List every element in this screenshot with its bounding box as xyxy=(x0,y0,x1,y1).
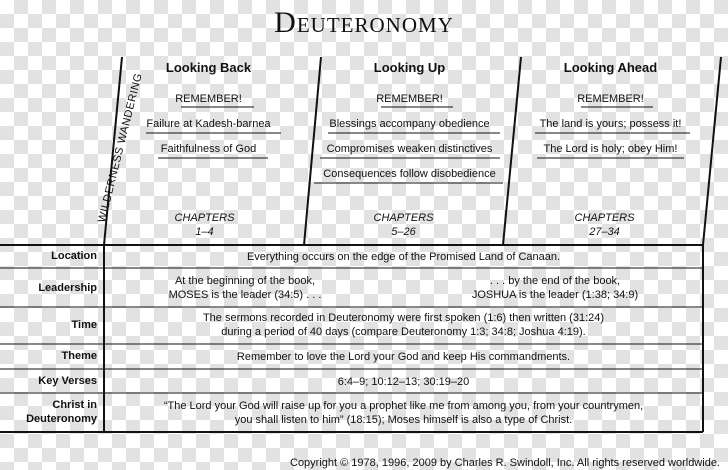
christ-line-1: “The Lord your God will raise up for you a prophet like me from among you, from your countrymen, xyxy=(163,400,644,412)
row-label-christ-line-2: Deuteronomy xyxy=(26,413,97,425)
row-label-leadership: Leadership xyxy=(38,282,97,294)
time-line-2: during a period of 40 days (compare Deuteronomy 1:3; 34:8; Joshua 4:19). xyxy=(221,326,586,338)
row-label-theme: Theme xyxy=(61,350,97,362)
theme-text: Remember to love the Lord your God and keep His commandments. xyxy=(236,351,571,363)
time-line-1: The sermons recorded in Deuteronomy were first spoken (1:6) then written (31:24) xyxy=(202,312,605,324)
column-3-chapters-label: CHAPTERS xyxy=(574,212,635,224)
column-1-item-3: Faithfulness of God xyxy=(160,143,257,155)
location-text: Everything occurs on the edge of the Promised Land of Canaan. xyxy=(246,251,561,263)
column-2-item-2: Blessings accompany obedience xyxy=(329,118,490,130)
column-heading-looking-up: Looking Up xyxy=(373,60,446,75)
column-2-item-3: Compromises weaken distinctives xyxy=(326,143,493,155)
copyright-notice: Copyright © 1978, 1996, 2009 by Charles R. Swindoll, Inc. All rights reserved worldwide. xyxy=(290,457,720,469)
column-1-chapters-range: 1–4 xyxy=(195,226,214,238)
column-1-item-2: Failure at Kadesh-barnea xyxy=(146,118,271,130)
column-heading-looking-ahead: Looking Ahead xyxy=(563,60,658,75)
column-3-chapters-range: 27–34 xyxy=(589,226,620,238)
leadership-right-line-2: JOSHUA is the leader (1:38; 34:9) xyxy=(471,289,639,301)
column-3-item-1: REMEMBER! xyxy=(577,93,644,105)
column-2-chapters-range: 5–26 xyxy=(391,226,416,238)
row-label-time: Time xyxy=(71,319,97,331)
row-label-christ-line-1: Christ in xyxy=(52,399,97,411)
christ-line-2: you shall listen to him” (18:15); Moses himself is also a type of Christ. xyxy=(234,414,573,426)
key-verses-text: 6:4–9; 10:12–13; 30:19–20 xyxy=(337,376,470,388)
column-2-item-1: REMEMBER! xyxy=(376,93,443,105)
column-heading-looking-back: Looking Back xyxy=(165,60,252,75)
leadership-right-line-1: . . . by the end of the book, xyxy=(489,275,621,287)
column-1-item-1: REMEMBER! xyxy=(175,93,242,105)
column-1-chapters-label: CHAPTERS xyxy=(174,212,235,224)
column-3-item-3: The Lord is holy; obey Him! xyxy=(543,143,678,155)
leadership-left-line-2: MOSES is the leader (34:5) . . . xyxy=(168,289,322,301)
row-label-location: Location xyxy=(51,250,97,262)
side-label-vertical: WILDERNESS WANDERING xyxy=(96,71,145,224)
column-2-chapters-label: CHAPTERS xyxy=(373,212,434,224)
column-3-item-2: The land is yours; possess it! xyxy=(539,118,682,130)
leadership-left-line-1: At the beginning of the book, xyxy=(174,275,316,287)
page-title: Deuteronomy xyxy=(274,6,454,39)
row-label-key-verses: Key Verses xyxy=(38,375,97,387)
column-2-item-4: Consequences follow disobedience xyxy=(323,168,496,180)
